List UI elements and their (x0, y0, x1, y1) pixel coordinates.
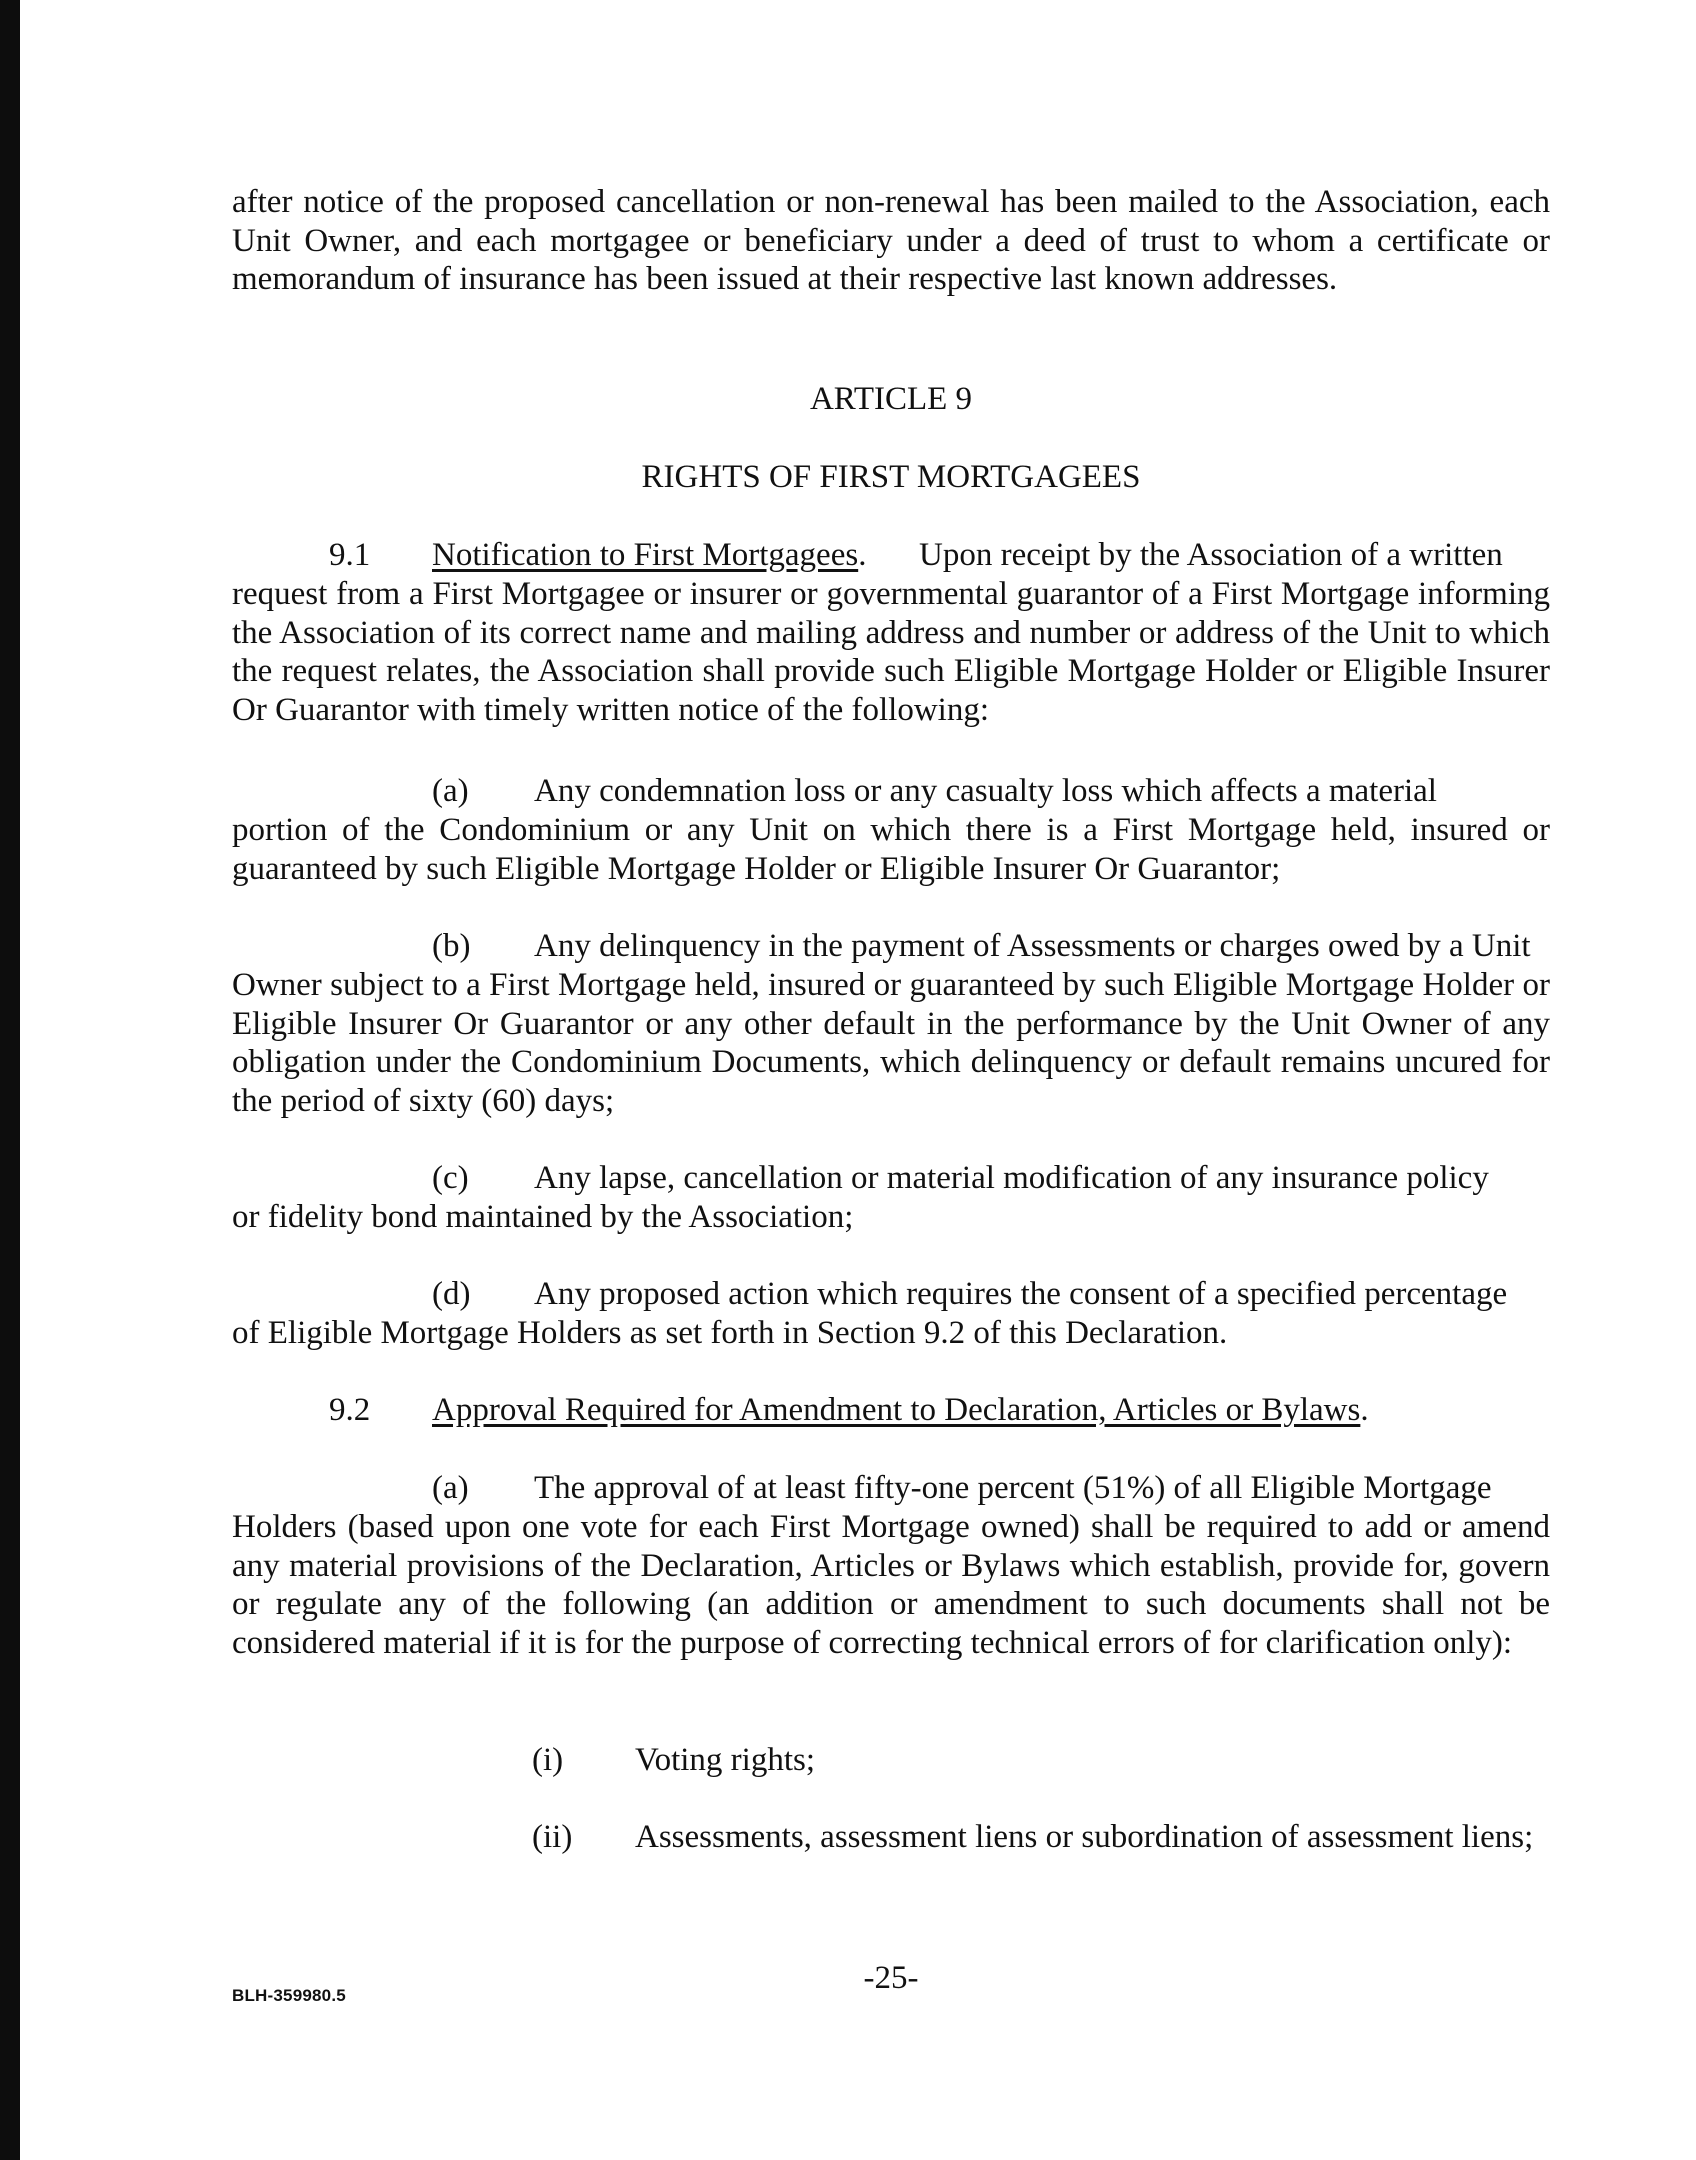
section-heading-punct: . (858, 537, 867, 573)
section-heading-wrap (432, 1392, 1369, 1429)
continuation-paragraph: after notice of the proposed cancellation or non-renewal has been mailed to the Association, each Unit Owner, and each mortgagee or beneficiary under a deed of trust to whom a certificate or memorandum of insurance has been issued at their respective last known addresses. (232, 184, 1550, 297)
item-d-body: of Eligible Mortgage Holders as set forth in Section 9.2 of this Declaration. (232, 1315, 1228, 1351)
item-first-line-text: The approval of at least fifty-one percent (51%) of all Eligible Mortgage (534, 1470, 1492, 1506)
item-label: (d) (432, 1276, 471, 1312)
scan-edge-bar (0, 0, 20, 2160)
article-title: RIGHTS OF FIRST MORTGAGEES (641, 459, 1141, 495)
section-9-2-item-a-body: Holders (based upon one vote for each First Mortgage owned) shall be required to add or amend any material provisions of the Declaration, Articles or Bylaws which establish, provide for, govern or regulate any of the following (an addition or amendment to such documents shall not be considered material if it is for the purpose of correcting technical errors of for clarification only): (232, 1509, 1550, 1661)
section-heading-punct: . (1360, 1392, 1369, 1428)
item-first-line-text: Any lapse, cancellation or material modification of any insurance policy (534, 1160, 1489, 1196)
item-b-body: Owner subject to a First Mortgage held, insured or guaranteed by such Eligible Mortgage Holder or Eligible Insurer Or Guarantor or any other default in the performance by the Unit Owner of any obligation under the Condominium Documents, which delinquency or default remains uncured for the period of sixty (60) days; (232, 967, 1550, 1119)
page-body (232, 0, 1550, 2160)
item-first-line-text: Any delinquency in the payment of Assessments or charges owed by a Unit (534, 928, 1531, 964)
subitem-label: (i) (532, 1742, 564, 1778)
section-heading: Notification to First Mortgagees (432, 537, 859, 573)
item-label: (b) (432, 928, 471, 964)
item-first-line-text: Any condemnation loss or any casualty loss which affects a material (534, 773, 1437, 809)
subitem-text: Voting rights; (635, 1742, 816, 1778)
item-label: (a) (432, 773, 469, 809)
item-c-body: or fidelity bond maintained by the Association; (232, 1199, 854, 1235)
section-heading-wrap (432, 537, 866, 574)
document-id: BLH-359980.5 (232, 1986, 346, 2005)
item-a-body: portion of the Condominium or any Unit on which there is a First Mortgage held, insured or guaranteed by such Eligible Mortgage Holder or Eligible Insurer Or Guarantor; (232, 812, 1550, 887)
item-first-line-text: Any proposed action which requires the consent of a specified percentage (534, 1276, 1508, 1312)
item-label: (a) (432, 1470, 469, 1506)
page-number: -25- (863, 1960, 919, 1996)
section-number: 9.2 (329, 1392, 371, 1428)
subitem-text: Assessments, assessment liens or subordination of assessment liens; (635, 1819, 1534, 1855)
section-heading: Approval Required for Amendment to Declaration, Articles or Bylaws (432, 1392, 1361, 1428)
subitem-label: (ii) (532, 1819, 573, 1855)
item-label: (c) (432, 1160, 469, 1196)
section-9-1-body: request from a First Mortgagee or insurer or governmental guarantor of a First Mortgage informing the Association of its correct name and mailing address and number or address of the Unit to which the request relates, the Association shall provide such Eligible Mortgage Holder or Eligible Insurer Or Guarantor with timely written notice of the following: (232, 576, 1550, 728)
article-number: ARTICLE 9 (809, 381, 973, 417)
section-first-line-text: Upon receipt by the Association of a written (919, 537, 1503, 573)
section-number: 9.1 (329, 537, 371, 573)
